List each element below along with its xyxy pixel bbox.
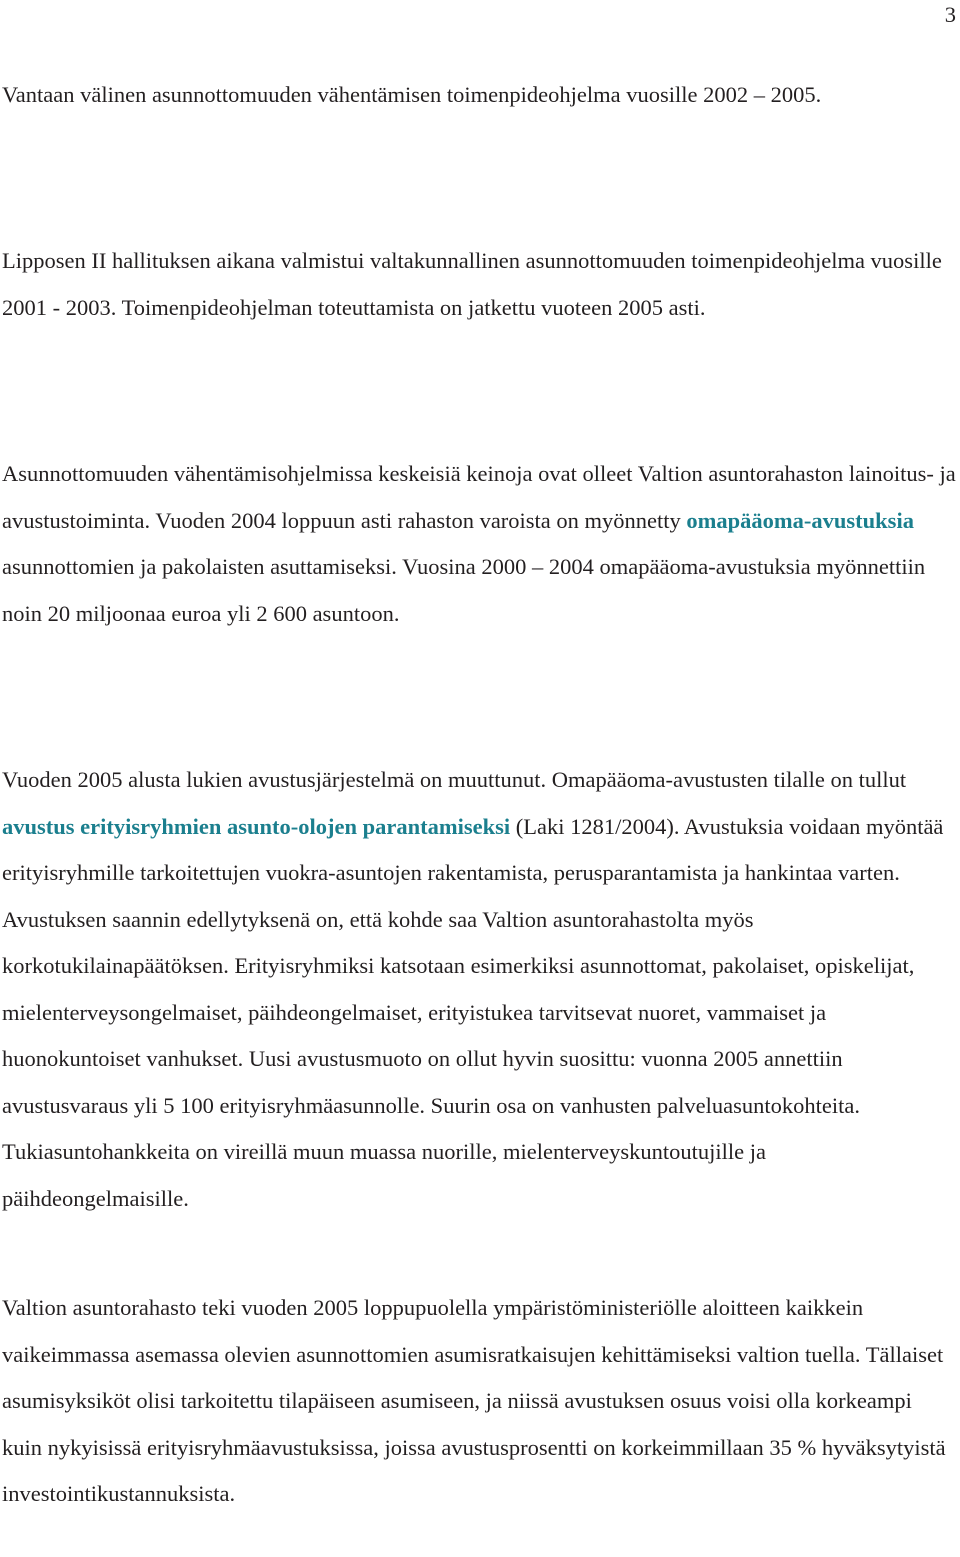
paragraph-housing-fund-initiative: Valtion asuntorahasto teki vuoden 2005 loppupuolella ympäristöministeriölle aloitteen kaikkein vaikeimmassa asemassa olevien asunnottomien asumisratkaisujen kehittämiseksi valtion tuella. Tällaiset asumisyksiköt olisi tarkoitettu tilapäiseen asumiseen, ja niissä avustuksen osuus voisi olla korkeampi kuin nykyisissä erityisryhmäavustuksissa, joissa avustusprosentti on korkeimmillaan 35 % hyväksytyistä investointikustannuksista. (2, 1295, 946, 1506)
page-number: 3 (944, 2, 956, 27)
highlight-term-equity-grants: omapääoma-avustuksia (686, 507, 914, 533)
paragraph-equity-grants (2, 451, 957, 637)
paragraph-text: (Laki 1281/2004). Avustuksia voidaan myöntää erityisryhmille tarkoitettujen vuokra-asuntojen rakentamista, perusparantamista ja hankintaa varten. Avustuksen saannin edellytyksenä on, että kohde saa Valtion asuntorahastolta myös korkotukilainapäätöksen. Erityisryhmiksi katsotaan esimerkiksi asunnottomat, pakolaiset, opiskelijat, mielenterveysongelmaiset, päihdeongelmaiset, erityistukea tarvitsevat nuoret, vammaiset ja huonokuntoiset vanhukset. Uusi avustusmuoto on ollut hyvin suosittu: vuonna 2005 annettiin avustusvaraus yli 5 100 erityisryhmäasunnolle. Suurin osa on vanhusten palveluasuntokohteita. Tukiasuntohankkeita on vireillä muun muassa nuorille, mielenterveyskuntoutujille ja päihdeongelmaisille. (2, 813, 944, 1211)
paragraph-text: asunnottomien ja pakolaisten asuttamiseksi. Vuosina 2000 – 2004 omapääoma-avustuksia myönnettiin noin 20 miljoonaa euroa yli 2 600 asuntoon. (2, 554, 926, 626)
paragraph-text: Vuoden 2005 alusta lukien avustusjärjestelmä on muuttunut. Omapääoma-avustusten tilalle on tullut (2, 767, 907, 792)
paragraph-text: Asunnottomuuden vähentämisohjelmissa keskeisiä keinoja ovat olleet Valtion asuntorahaston lainoitus- ja avustustoiminta. Vuoden 2004 loppuun asti rahaston varoista on myönnetty (2, 461, 956, 533)
paragraph-government-program: Lipposen II hallituksen aikana valmistui valtakunnallinen asunnottomuuden toimenpideohjelma vuosille 2001 - 2003. Toimenpideohjelman toteuttamista on jatkettu vuoteen 2005 asti. (2, 248, 942, 320)
paragraph-program-title: Vantaan välinen asunnottomuuden vähentämisen toimenpideohjelma vuosille 2002 – 2005. (2, 82, 822, 107)
paragraph-special-groups-grant (2, 757, 957, 1222)
highlight-term-special-groups-grant: avustus erityisryhmien asunto-olojen parantamiseksi (2, 813, 511, 839)
